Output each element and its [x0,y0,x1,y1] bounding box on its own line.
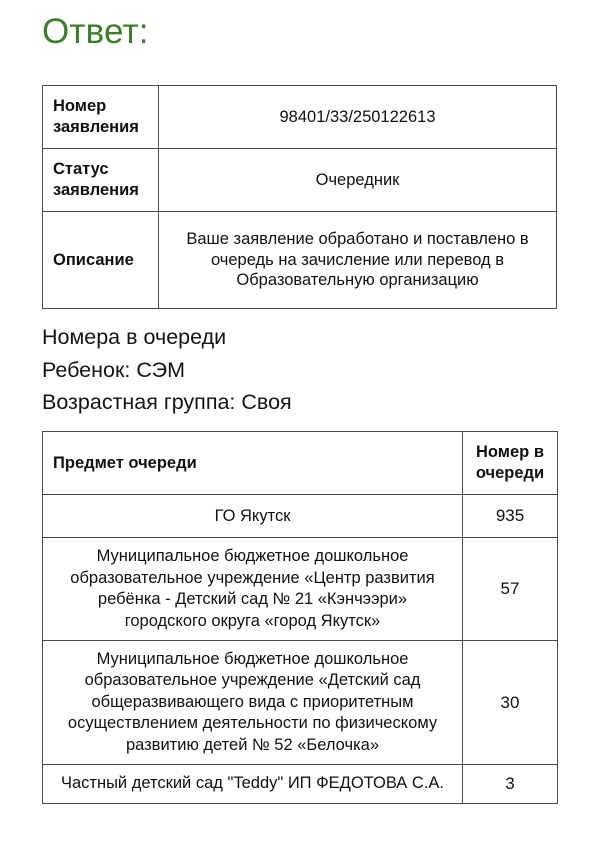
queue-subject-3: Частный детский сад "Teddy" ИП ФЕДОТОВА С.А. [43,765,463,804]
table-header-row [43,432,558,495]
table-row [43,212,557,309]
queue-subject-0: ГО Якутск [43,495,463,538]
queue-number-1: 57 [463,538,558,641]
queue-number-2: 30 [463,640,558,764]
status-row-label-status: Статус заявления [43,149,159,212]
queue-subject-1: Муниципальное бюджетное дошкольное образовательное учреждение «Центр развития ребёнка - Детский сад № 21 «Кэнчээри» городского округа «город Якутск» [43,538,463,641]
queue-subject-2: Муниципальное бюджетное дошкольное образовательное учреждение «Детский сад общеразвивающего вида с приоритетным осуществлением деятельности по физическому развитию детей № 52 «Белочка» [43,640,463,764]
child-name-line: Ребенок: СЭМ [42,357,185,382]
queue-section-headings [0,309,600,419]
status-table-container [0,85,600,309]
column-header-number: Номер в очереди [463,432,558,495]
status-row-value-status: Очередник [159,149,557,212]
status-row-label-number: Номер заявления [43,86,159,149]
table-row [43,86,557,149]
queue-number-0: 935 [463,495,558,538]
status-row-value-number: 98401/33/250122613 [159,86,557,149]
age-group-line: Возрастная группа: Своя [42,390,292,415]
status-row-label-description: Описание [43,212,159,309]
queue-number-3: 3 [463,765,558,804]
page-title: Ответ: [42,12,149,51]
column-header-subject: Предмет очереди [43,432,463,495]
table-row [43,640,558,764]
queue-numbers-table [42,431,558,804]
application-status-table [42,85,557,309]
table-row [43,495,558,538]
queue-section-title: Номера в очереди [42,325,227,349]
table-row [43,538,558,641]
table-row [43,149,557,212]
status-row-value-description: Ваше заявление обработано и поставлено в очередь на зачисление или перевод в Образовательную организацию [159,212,557,309]
table-row [43,765,558,804]
queue-table-container [0,431,600,804]
